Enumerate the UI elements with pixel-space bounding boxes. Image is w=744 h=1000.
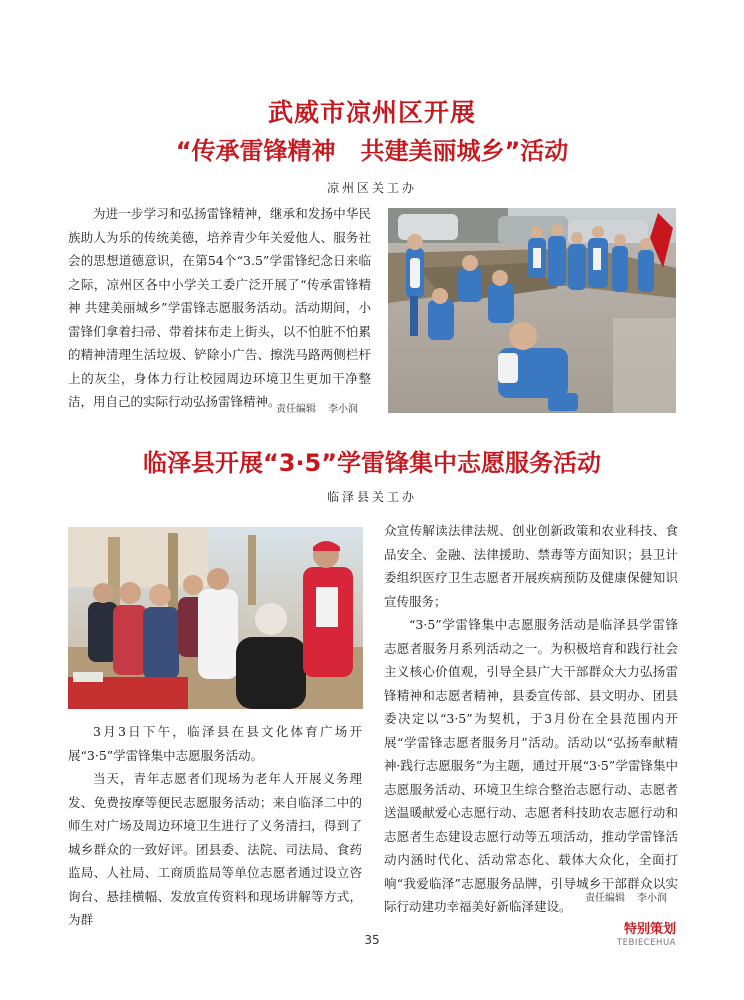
article2-title: 临泽县开展“3·5”学雷锋集中志愿服务活动 xyxy=(142,449,602,477)
article1-body xyxy=(68,202,371,414)
article2-byline: 临泽县关工办 xyxy=(326,490,417,504)
article1-photo xyxy=(388,208,676,413)
article1-title-line1: 武威市凉州区开展 xyxy=(267,98,476,127)
article2-right-paragraph: “3·5”学雷锋集中志愿服务活动是临泽县学雷锋志愿者服务月系列活动之一。为积极培育和践行社会主义核心价值观，引导全县广大干部群众大力弘扬雷锋精神和志愿者精神，县委宣传部、县文明办、团县委决定以“3·5”为契机，于3月份在全县范围内开展“学雷锋志愿者服务月”活动。活动以“弘扬奉献精神·践行志愿服务”为主题，通过开展“3·5”学雷锋集中志愿服务活动、环境卫生综合整治志愿行动、志愿者送温暖献爱心志愿行动、志愿者科技助农志愿行动和志愿者生态建设志愿行动等五项活动，推动学雷锋活动内涵时代化、活动常态化、载体大众化，全面打响“我爱临泽”志愿服务品牌，引导城乡干部群众以实际行动建功幸福美好新临泽建设。 xyxy=(384,617,678,914)
article2-photo xyxy=(68,527,363,709)
editor-label: 责任编辑 xyxy=(585,893,625,904)
article1-title-line2: “传承雷锋精神 共建美丽城乡”活动 xyxy=(175,137,569,165)
article1-paragraph: 为进一步学习和弘扬雷锋精神，继承和发扬中华民族助人为乐的传统美德，培养青少年关爱他人、服务社会的思想道德意识，在第54个“3.5”学雷锋纪念日来临之际，凉州区各中小学关工委广泛开展了“传承雷锋精神 共建美丽城乡”学雷锋志愿服务活动。活动期间，小雷锋们拿着扫帚、带着抹布走上街头，以不怕脏不怕累的精神清理生活垃圾、铲除小广告、擦洗马路两侧栏杆上的灰尘，身体力行让校园周边环境卫生更加干净整洁，用自己的实际行动弘扬雷锋精神。 xyxy=(68,206,371,409)
article2-left-paragraph: 3月3日下午，临泽县在县文化体育广场开展“3·5”学雷锋集中志愿服务活动。 xyxy=(68,724,362,763)
volunteer-haircut-photo xyxy=(68,527,363,709)
editor-name: 李小润 xyxy=(328,404,358,415)
editor-label: 责任编辑 xyxy=(276,404,316,415)
article2-right-paragraph: 众宣传解读法律法规、创业创新政策和农业科技、食品安全、金融、法律援助、禁毒等方面知识；县卫计委组织医疗卫生志愿者开展疾病预防及健康保健知识宣传服务； xyxy=(384,523,678,609)
article1-byline: 凉州区关工办 xyxy=(326,181,417,195)
article2-right-body xyxy=(384,519,678,919)
article2-left-body xyxy=(68,720,362,932)
article2-left-paragraph: 当天，青年志愿者们现场为老年人开展义务理发、免费按摩等便民志愿服务活动；来自临泽二中的师生对广场及周边环境卫生进行了义务清扫，得到了城乡群众的一致好评。团县委、法院、司法局、食药监局、人社局、工商质监局等单位志愿者通过设立咨询台、悬挂横幅、发放宣传资料和现场讲解等方式，为群 xyxy=(68,771,362,927)
editor-name: 李小润 xyxy=(637,893,667,904)
page-number: 35 xyxy=(364,933,380,947)
article1-editor xyxy=(276,400,358,415)
students-cleaning-photo xyxy=(388,208,676,413)
section-label-pinyin: TEBIECEHUA xyxy=(616,938,676,948)
section-label-cn: 特别策划 xyxy=(623,922,676,937)
section-label xyxy=(590,922,676,949)
article2-editor xyxy=(585,889,667,904)
